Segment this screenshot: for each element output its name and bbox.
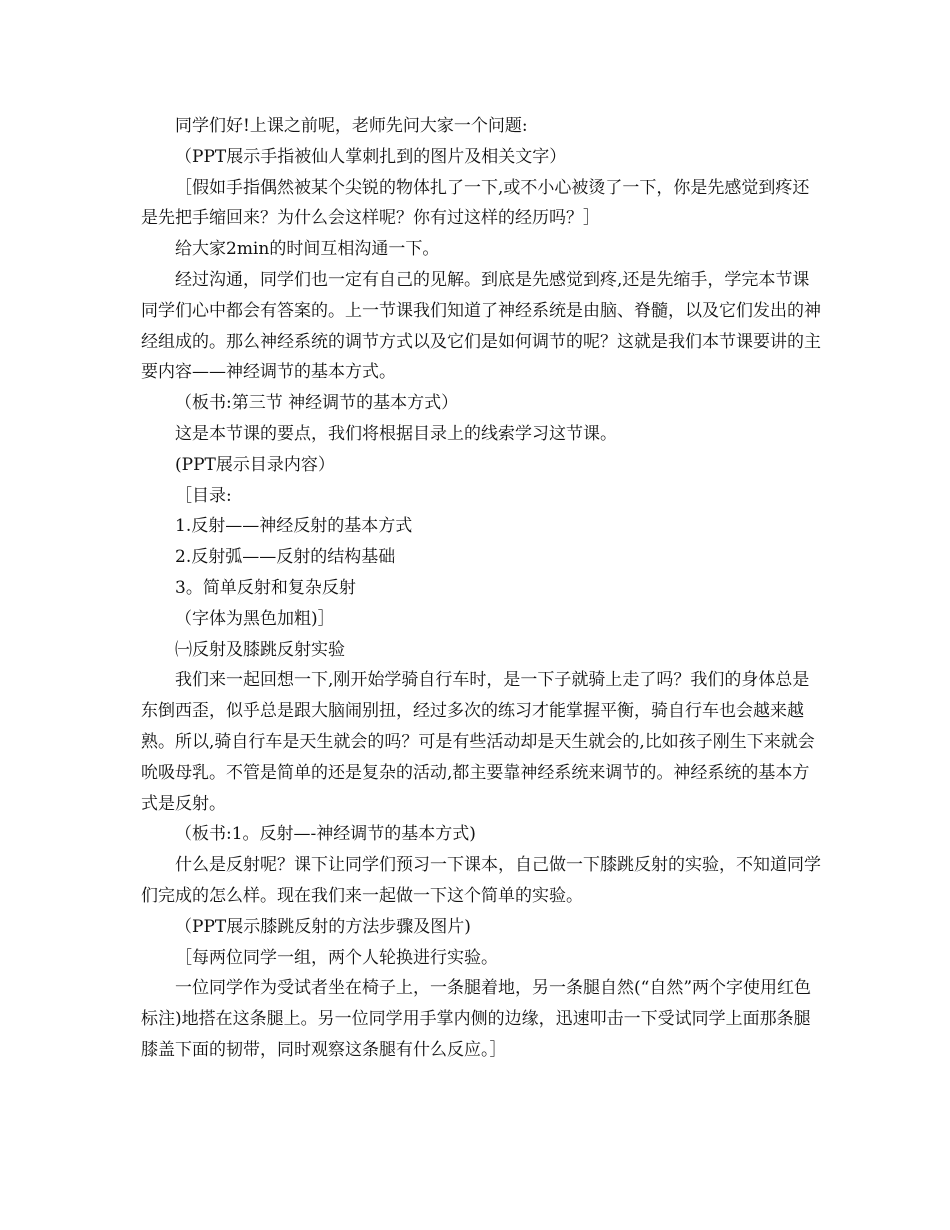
paragraph-font-note: （字体为黑色加粗)］ (175, 608, 335, 629)
document-body (141, 111, 821, 1066)
paragraph-board-section-title: （板书:第三节 神经调节的基本方式） (175, 393, 459, 414)
paragraph-bicycle-example: 我们来一起回想一下,刚开始学骑自行车时，是一下子就骑上走了吗？我们的身体总是东倒西歪，似乎总是跟大脑闹别扭，经过多次的练习才能掌握平衡，骑自行车也会越来越熟。所以,骑自行车是天生就会的吗？可是有些活动却是天生就会的,比如孩子刚生下来就会吮吸母乳。不管是简单的还是复杂的活动,都主要靠神经系统来调节的。神经系统的基本方式是反射。 (141, 670, 815, 814)
paragraph-contents-heading: ［目录: (175, 485, 232, 506)
paragraph-ppt-cactus: （PPT展示手指被仙人掌刺扎到的图片及相关文字） (175, 146, 567, 167)
paragraph-what-is-reflex: 什么是反射呢？课下让同学们预习一下课本，自己做一下膝跳反射的实验，不知道同学们完成的怎么样。现在我们来一起做一下这个简单的实验。 (141, 855, 821, 906)
paragraph-key-points: 这是本节课的要点，我们将根据目录上的线索学习这节课。 (175, 423, 617, 444)
contents-item-2: 2.反射弧——反射的结构基础 (175, 547, 396, 568)
paragraph-question: ［假如手指偶然被某个尖锐的物体扎了一下,或不小心被烫了一下，你是先感觉到疼还是先把手缩回来？为什么会这样呢？你有过这样的经历吗？］ (141, 177, 810, 229)
contents-item-3: 3。简单反射和复杂反射 (175, 577, 356, 598)
paragraph-introduction: 经过沟通，同学们也一定有自己的见解。到底是先感觉到疼,还是先缩手，学完本节课同学们心中都会有答案的。上一节课我们知道了神经系统是由脑、脊髓，以及它们发出的神经组成的。那么神经系统的调节方式以及它们是如何调节的呢？这就是我们本节课要讲的主要内容——神经调节的基本方式。 (141, 269, 821, 383)
paragraph-board-reflex: （板书:1。反射—-神经调节的基本方式) (175, 824, 476, 845)
paragraph-discussion-time: 给大家2min的时间互相沟通一下。 (175, 239, 440, 260)
paragraph-ppt-knee-jerk: （PPT展示膝跳反射的方法步骤及图片) (175, 916, 471, 937)
section-heading-reflex-experiment: ㈠反射及膝跳反射实验 (175, 639, 345, 660)
contents-item-1: 1.反射——神经反射的基本方式 (175, 516, 413, 537)
paragraph-experiment-steps: 一位同学作为受试者坐在椅子上，一条腿着地，另一条腿自然(“自然”两个字使用红色标注)地搭在这条腿上。另一位同学用手掌内侧的边缘，迅速叩击一下受试同学上面那条腿膝盖下面的韧带，同时观察这条腿有什么反应。］ (141, 978, 812, 1060)
paragraph-ppt-contents: (PPT展示目录内容） (175, 454, 335, 475)
paragraph-greeting: 同学们好!上课之前呢，老师先问大家一个问题: (175, 116, 528, 136)
paragraph-grouping: ［每两位同学一组，两个人轮换进行实验。 (175, 947, 498, 968)
